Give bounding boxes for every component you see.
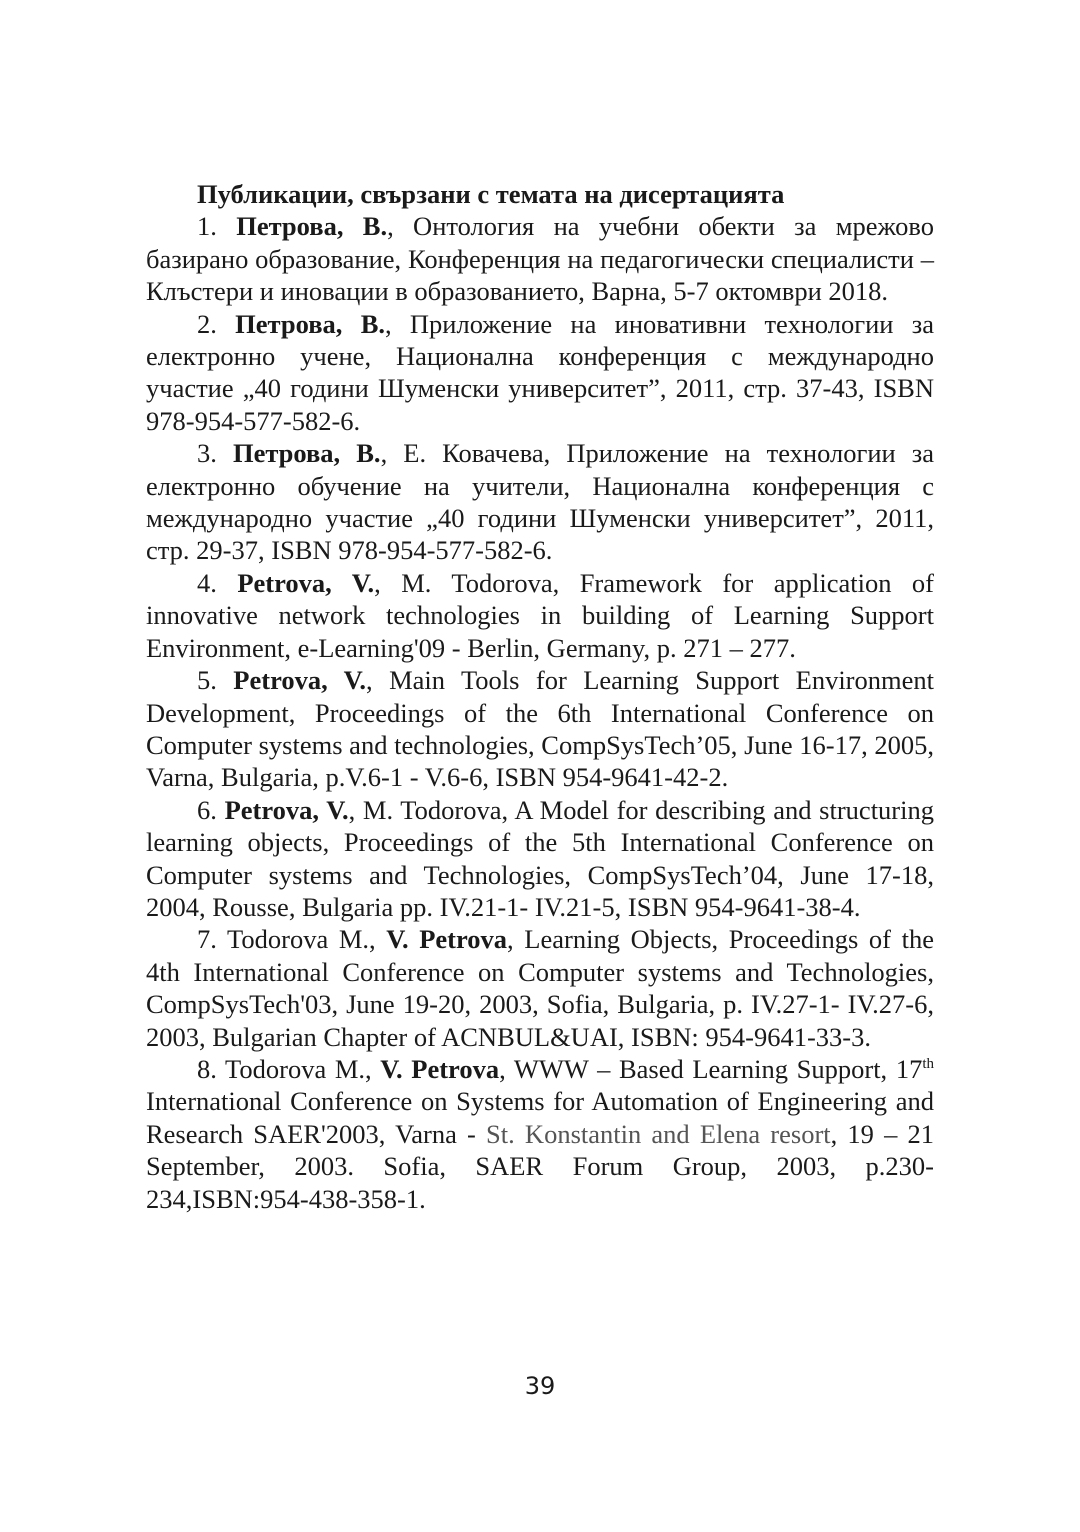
publication-8 <box>146 1053 934 1215</box>
entry-number: 5. <box>197 665 217 696</box>
entry-text: , Learning Objects, Proceedings of the 4th International Conference on Computer systems and Technologies, CompSysTech'03, June 19-20, 2003, Sofia, Bulgaria, p. IV.27-1- IV.27-6, 2003, Bulgarian Chapter of ACNBUL&UAI, ISBN: 954-9641-33-3. <box>146 924 934 1052</box>
entry-number: 3. <box>197 438 217 469</box>
entry-text: , 19 – 21 September, 2003. Sofia, SAER Forum Group, 2003, p.230-234,ISBN:954-438-358-1. <box>146 1118 934 1214</box>
document-body <box>146 178 934 1215</box>
page-number: 39 <box>524 1372 556 1400</box>
author-name: Петрова, В. <box>235 308 385 339</box>
entry-text: , Онтология на учебни обекти за мрежово базирано образование, Конференция на педагогически специалисти – Клъстери и иновации в образованието, Варна, 5-7 октомври 2018. <box>146 211 934 307</box>
entry-text: , Е. Ковачева, Приложение на технологии за електронно обучение на учители, Национална конференция с международно участие „40 години Шуменски университет”, 2011, стр. 29-37, ISBN 978-954-577-582-6. <box>146 438 935 566</box>
section-heading: Публикации, свързани с темата на дисертацията <box>197 179 785 209</box>
publication-6 <box>146 794 934 924</box>
entry-text: , WWW – Based Learning Support, 17 <box>499 1053 923 1084</box>
entry-number: 1. <box>197 211 217 242</box>
entry-number: 7. <box>197 924 217 955</box>
co-author: Todorova M., <box>227 924 387 955</box>
publication-4 <box>146 567 934 664</box>
co-author: Todorova M., <box>225 1053 381 1084</box>
entry-text: , Приложение на иновативни технологии за електронно учене, Национална конференция с международно участие „40 години Шуменски университет”, 2011, стр. 37-43, ISBN 978-954-577-582-6. <box>146 308 935 436</box>
entry-number: 6. <box>197 794 217 825</box>
entry-text: , Main Tools for Learning Support Environment Development, Proceedings of the 6th International Conference on Computer systems and technologies, CompSysTech’05, June 16-17, 2005, Varna, Bulgaria, p.V.6-1 - V.6-6, ISBN 954-9641-42-2. <box>146 665 934 793</box>
publication-1 <box>146 210 934 307</box>
entry-number: 2. <box>197 308 217 339</box>
entry-number: 8. <box>197 1053 217 1084</box>
author-name: V. Petrova <box>380 1053 500 1084</box>
author-name: Петрова, В. <box>236 211 388 242</box>
entry-text: , M. Todorova, Framework for application of innovative network technologies in building of Learning Support Environment, e-Learning'09 - Berlin, Germany, p. 271 – 277. <box>146 567 934 663</box>
entry-number: 4. <box>197 567 217 598</box>
publication-2 <box>146 308 934 438</box>
publication-7 <box>146 923 934 1053</box>
author-name: Петрова, В. <box>232 438 381 469</box>
author-name: Petrova, V. <box>237 567 375 598</box>
author-name: Petrova, V. <box>233 665 367 696</box>
entry-text: , M. Todorova, A Model for describing and structuring learning objects, Proceedings of the 5th International Conference on Computer systems and Technologies, CompSysTech’04, June 17-18, 2004, Rousse, Bulgaria pp. IV.21-1- IV.21-5, ISBN 954-9641-38-4. <box>146 794 934 922</box>
venue-text: St. Konstantin and Elena resort <box>486 1118 831 1149</box>
publication-5 <box>146 664 934 794</box>
ordinal-suffix: th <box>922 1056 934 1073</box>
author-name: Petrova, V. <box>224 794 349 825</box>
publication-3 <box>146 437 934 567</box>
entry-text: International Conference on Systems for Automation of Engineering and Research SAER'2003, Varna - <box>146 1086 934 1149</box>
author-name: V. Petrova <box>386 924 508 955</box>
